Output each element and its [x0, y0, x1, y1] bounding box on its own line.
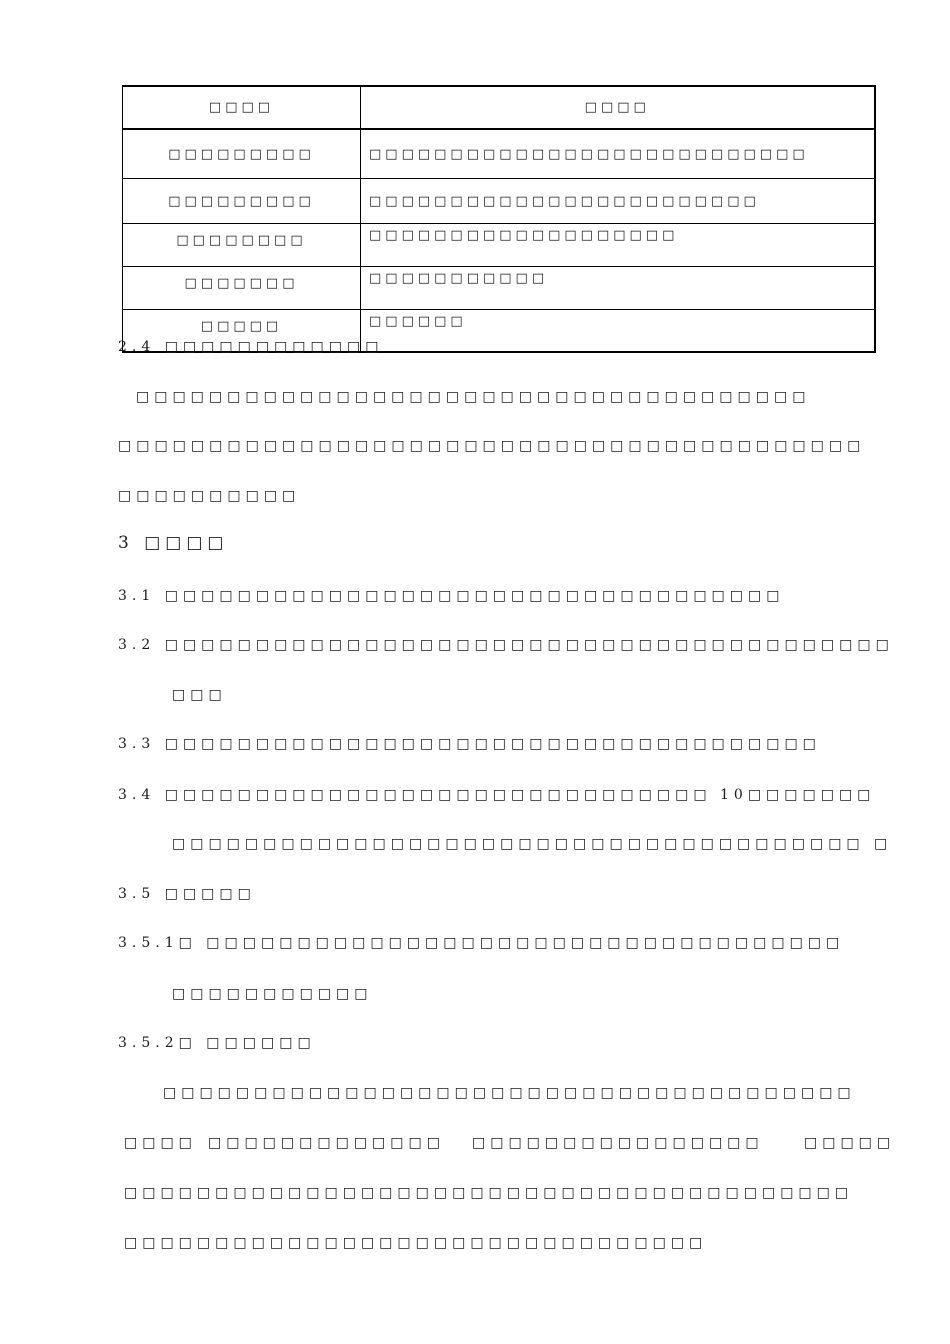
table-cell: □□□□□□□□□□□□□□□□□□□□□□□□□□□: [361, 129, 875, 179]
paragraph-line: □□□□□□□□□□□□□□□□□□□□□□□□□□□□□□□□□□□□□□□□□: [118, 438, 866, 454]
table-cell: □□□□□□□□: [123, 224, 361, 267]
clause-line: □□□□□□□□□□□□□□□□□□□□□□□□□□□□□□□□□□□□□□: [172, 836, 865, 852]
table-row: [123, 224, 875, 267]
clause-line: 3.5.2□ □□□□□□: [118, 1035, 316, 1051]
table-cell: □□□□□□□□□□□□□□□□□□□: [361, 224, 875, 267]
paragraph-line: □□□□□□□□□□□□□□□□□□□□□□□□□□□□□□□□: [124, 1235, 708, 1251]
paragraph-line: □□□□: [124, 1135, 197, 1151]
table-cell: □□□□□□□□□: [123, 179, 361, 224]
clause-number: 10□□□□□□□: [720, 787, 876, 803]
table-header-cell: □□□□: [361, 86, 875, 129]
paragraph-line: □□□□□□□□□□□□□□□□□□□□□□□□□□□□□□□□□□□□□□: [163, 1085, 856, 1101]
section-heading: 2.4 □□□□□□□□□□□□: [118, 339, 384, 355]
section-heading: 3 □□□□: [118, 533, 229, 553]
clause-line: □□□□□□□□□□□: [172, 986, 373, 1002]
clause-line: 3.4 □□□□□□□□□□□□□□□□□□□□□□□□□□□□□□: [118, 787, 712, 803]
table-cell: □□□□□□□: [123, 267, 361, 310]
clause-line: 3.5.1□ □□□□□□□□□□□□□□□□□□□□□□□□□□□□□□□□□□□: [118, 935, 845, 951]
clause-line: 3.5 □□□□□: [118, 886, 256, 902]
paragraph-line: □□□□□□□□□□□□□□□□: [472, 1135, 764, 1151]
paragraph-line: □□□□□□□□□□: [118, 488, 301, 504]
table-header-cell: □□□□: [123, 86, 361, 129]
paragraph-line: □□□□□□□□□□□□□: [208, 1135, 445, 1151]
paragraph-line: □□□□□□□□□□□□□□□□□□□□□□□□□□□□□□□□□□□□□□□□: [124, 1185, 854, 1201]
table-cell: □□□□□□□□□: [123, 129, 361, 179]
table-header-row: [123, 86, 875, 129]
clause-line: 3.2 □□□□□□□□□□□□□□□□□□□□□□□□□□□□□□□□□□□□□□□□: [118, 637, 894, 653]
clause-end-mark: □: [874, 836, 893, 852]
clause-line: □□□: [172, 687, 227, 703]
table-cell: □□□□□□: [361, 310, 875, 353]
paragraph-line: □□□□□□□□□□□□□□□□□□□□□□□□□□□□□□□□□□□□□: [136, 389, 811, 405]
table-row: [123, 129, 875, 179]
clause-line: 3.1 □□□□□□□□□□□□□□□□□□□□□□□□□□□□□□□□□□: [118, 588, 785, 604]
paragraph-line: □□□□□: [804, 1135, 896, 1151]
table-row: [123, 179, 875, 224]
table-cell: □□□□□: [123, 310, 361, 353]
table-cell: □□□□□□□□□□□: [361, 267, 875, 310]
table-row: [123, 267, 875, 310]
clause-line: 3.3 □□□□□□□□□□□□□□□□□□□□□□□□□□□□□□□□□□□□: [118, 736, 821, 752]
table-cell: □□□□□□□□□□□□□□□□□□□□□□□□: [361, 179, 875, 224]
spec-table: [122, 85, 876, 353]
